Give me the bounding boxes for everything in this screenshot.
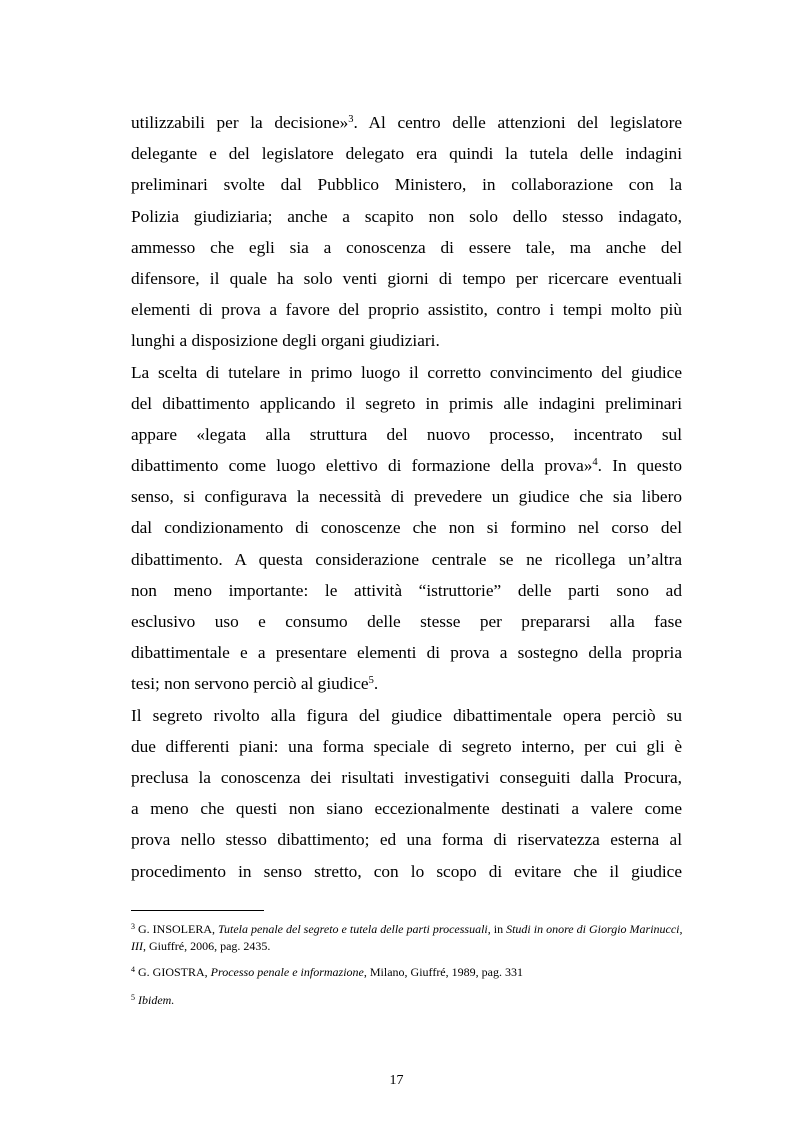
text-line: dibattimentale e a presentare elementi di prova a sostegno della propria [131, 643, 682, 663]
footnote-number: 3 [131, 922, 135, 931]
text-line: elementi di prova a favore del proprio assistito, contro i tempi molto più [131, 300, 682, 320]
footnote-ref-3[interactable]: 3 [348, 114, 354, 125]
text-line: dal condizionamento di conoscenze che non si formino nel corso del [131, 518, 682, 538]
text-line: non meno importante: le attività “istruttorie” delle parti sono ad [131, 580, 682, 600]
text-line: preliminari svolte dal Pubblico Ministero, in collaborazione con la [131, 175, 682, 195]
text-line: del dibattimento applicando il segreto in primis alle indagini preliminari [131, 393, 682, 413]
text-line: La scelta di tutelare in primo luogo il corretto convincimento del giudice [131, 362, 682, 382]
footnote-ref-4[interactable]: 4 [592, 457, 598, 469]
body-text [131, 107, 682, 887]
text-line: Polizia giudiziaria; anche a scapito non solo dello stesso indagato, [131, 206, 682, 226]
text-line: preclusa la conoscenza dei risultati investigativi conseguiti dalla Procura, [131, 767, 682, 787]
text-line: tesi; non servono perciò al giudice$^5$. [131, 674, 379, 694]
text-line: due differenti piani: una forma speciale di segreto interno, per cui gli è [131, 736, 682, 756]
text-line: dibattimento come luogo elettivo di formazione della prova»$^4$. In questo [131, 456, 683, 476]
text-line: delegante e del legislatore delegato era quindi la tutela delle indagini [131, 144, 682, 164]
footnote-5: $^5$ Ibidem. [131, 993, 175, 1007]
text-line: esclusivo uso e consumo delle stesse per prepararsi alla fase [131, 612, 682, 631]
footnote-number: 4 [131, 965, 135, 974]
text-line: difensore, il quale ha solo venti giorni di tempo per ricercare eventuali [131, 268, 682, 288]
footnote-separator [131, 910, 264, 911]
text-line: procedimento in senso stretto, con lo scopo di evitare che il giudice [131, 861, 682, 881]
page-number: 17 [389, 1073, 404, 1088]
text-line: a meno che questi non siano eccezionalmente destinati a valere come [131, 799, 682, 819]
text-line: prova nello stesso dibattimento; ed una forma di riservatezza esterna al [131, 830, 682, 850]
footnote-3: $^3$ G. INSOLERA, Tutela penale del segreto e tutela delle parti processuali, in Studi in onore di Giorgio Marinucci, III, Giuffré, 2006, pag. 2435. [131, 922, 683, 953]
text-line: ammesso che egli sia a conoscenza di essere tale, ma anche del [131, 237, 682, 257]
text-line: appare «legata alla struttura del nuovo processo, incentrato sul [131, 424, 682, 444]
footnote-ref-5[interactable]: 5 [368, 675, 374, 687]
text-line: lunghi a disposizione degli organi giudiziari. [131, 331, 440, 351]
footnote-number: 5 [131, 993, 135, 1002]
text-line: dibattimento. A questa considerazione centrale se ne ricollega un’altra [131, 549, 682, 569]
text-line: Il segreto rivolto alla figura del giudice dibattimentale opera perciò su [131, 705, 682, 725]
text-line: senso, si configurava la necessità di prevedere un giudice che sia libero [131, 487, 682, 507]
footnote-4: $^4$ G. GIOSTRA, Processo penale e informazione, Milano, Giuffré, 1989, pag. 331 [131, 965, 523, 979]
text-line: utilizzabili per la decisione»$^3$. Al centro delle attenzioni del legislatore [131, 113, 682, 132]
